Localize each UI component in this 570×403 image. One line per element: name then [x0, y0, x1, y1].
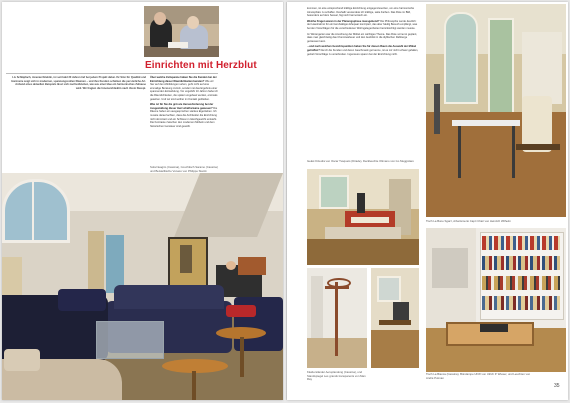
portrait-caption: Sofa Neagiro (Cassina), Couchtisch Saramo (Cassina) und Beistelltische Vonaco von Philippe Starck — [150, 165, 218, 173]
article-title: Einrichten mit Herzblut — [145, 60, 257, 71]
left-column-text: Über welche Zeitspanne haben Sie die Kunden bei der Einrichtung dieser Räumlichkeiten beraten? Wie wir hier auf den Abbildungen sehen, geht nicht auf eine einmalige Beratung zurück, sondern ist das Ergebnis einer spannenden Entwicklung. Vor ungefähr 10 Jahren habe ich die Räumlichkeiten, die später umgebaut wurden, erstmals gesehen. Und wir sind seither im Kontakt geblieben. Was ist für Sie die grösste Herausforderung bei der Ausgestaltung dieser Herrschaftsräume gewesen? Die Räume haben ein ausgesprochen starkes Eigenleben. Ich musste darauf achten, dass die Architektur die Einrichtung nicht dominiert und ein Schloss im Gleichgewicht entsteht. Die Kontraste zwischen den modernen Möbeln und dem historischen Gemäuer sind gewollt. — [150, 76, 218, 128]
intro-text: Lis Schläpfach, innenarchitektin, ist seit bald 20 Jahren tief bei jedem Projekt dabei. Ihr Sinn für Qualität und Harmonie zeigt sich in modernen, spannungsvollen Räumen – und ihre Kunden schätzen die persönliche Art. Anhand eines aktuellen Beispiels lässt sich nachvollziehen, wie aus einer Idee ein harmonisches Zuhause wird. Wir fragten die Innenarchitektin nach ihrem Rezept. — [11, 76, 146, 90]
bookshelf-photo — [426, 228, 566, 372]
desk-caption: Tisch La Bune Sgarz, Arbeitsmenü Capri Chair von Heinrich Wilhelm — [426, 219, 511, 223]
right-page — [287, 2, 568, 400]
portrait-photo — [144, 6, 219, 57]
study-caption: Tisch La Bianca (Cassina), Bürolampe UFW von Ulrich P. Wieser, und Leuchten von André Putman — [426, 372, 531, 380]
sofa-caption: Geäst Kiriedra von Oscar Tusquets (Driade), Deckleuchte Olimano von Ivo Meggiolaro — [307, 159, 414, 163]
desk-photo — [426, 4, 566, 217]
sculpture-photo — [307, 268, 367, 368]
title-rule — [6, 73, 218, 74]
page-number: 35 — [554, 383, 560, 389]
dining-room-photo — [307, 169, 419, 265]
study-corner-photo — [371, 268, 419, 368]
right-column-text: kommen, ist eine entsprechend kräftige Einrichtung entgegenzusetzen, um eine harmonische Atmosphäre zu schaffen. Deshalb verwendete ich kräftige, satte Farben. Das Rote im Bild, besonders auf dem Sessel, fügt sich harmonisch ein. Welche Fragen waren in der Planungsphase massgebend? Die Philosophie wurde deutlich: der Haushalt ist für ein berufstätiges Ehepaar konzipiert, das aber häufig Besuch empfängt, was bei den Vorschlägen für die verschiedenen Wohngelegenheiten berücksichtigt werden musste. Im Wintergarten war die Anordnung der Möbel ein wichtiges Thema. Das Rote vorne ist geplant, dass man gleichzeitig das Cheminéefeuer und den Ausblick in die idyllischen Rebberge geniessen kann. ...und nach welchen Gesichtspunkten haben Sie für diesen Raum die Auswahl der Möbel getroffen? Da ich die Kunden und deren Geschmack gut kenne, ist es mir nicht schwer gefallen, gezielt Vorschläge zu unterbreiten. Ingenieure sparen bei der Einrichtung nicht. — [307, 7, 419, 56]
living-room-photo — [2, 173, 283, 400]
sculpture-caption: Kleiderständer Aeroplandong (Cassina), und Standspiegel Les grands transparents von Man Ray — [307, 370, 366, 382]
left-page — [2, 2, 283, 400]
